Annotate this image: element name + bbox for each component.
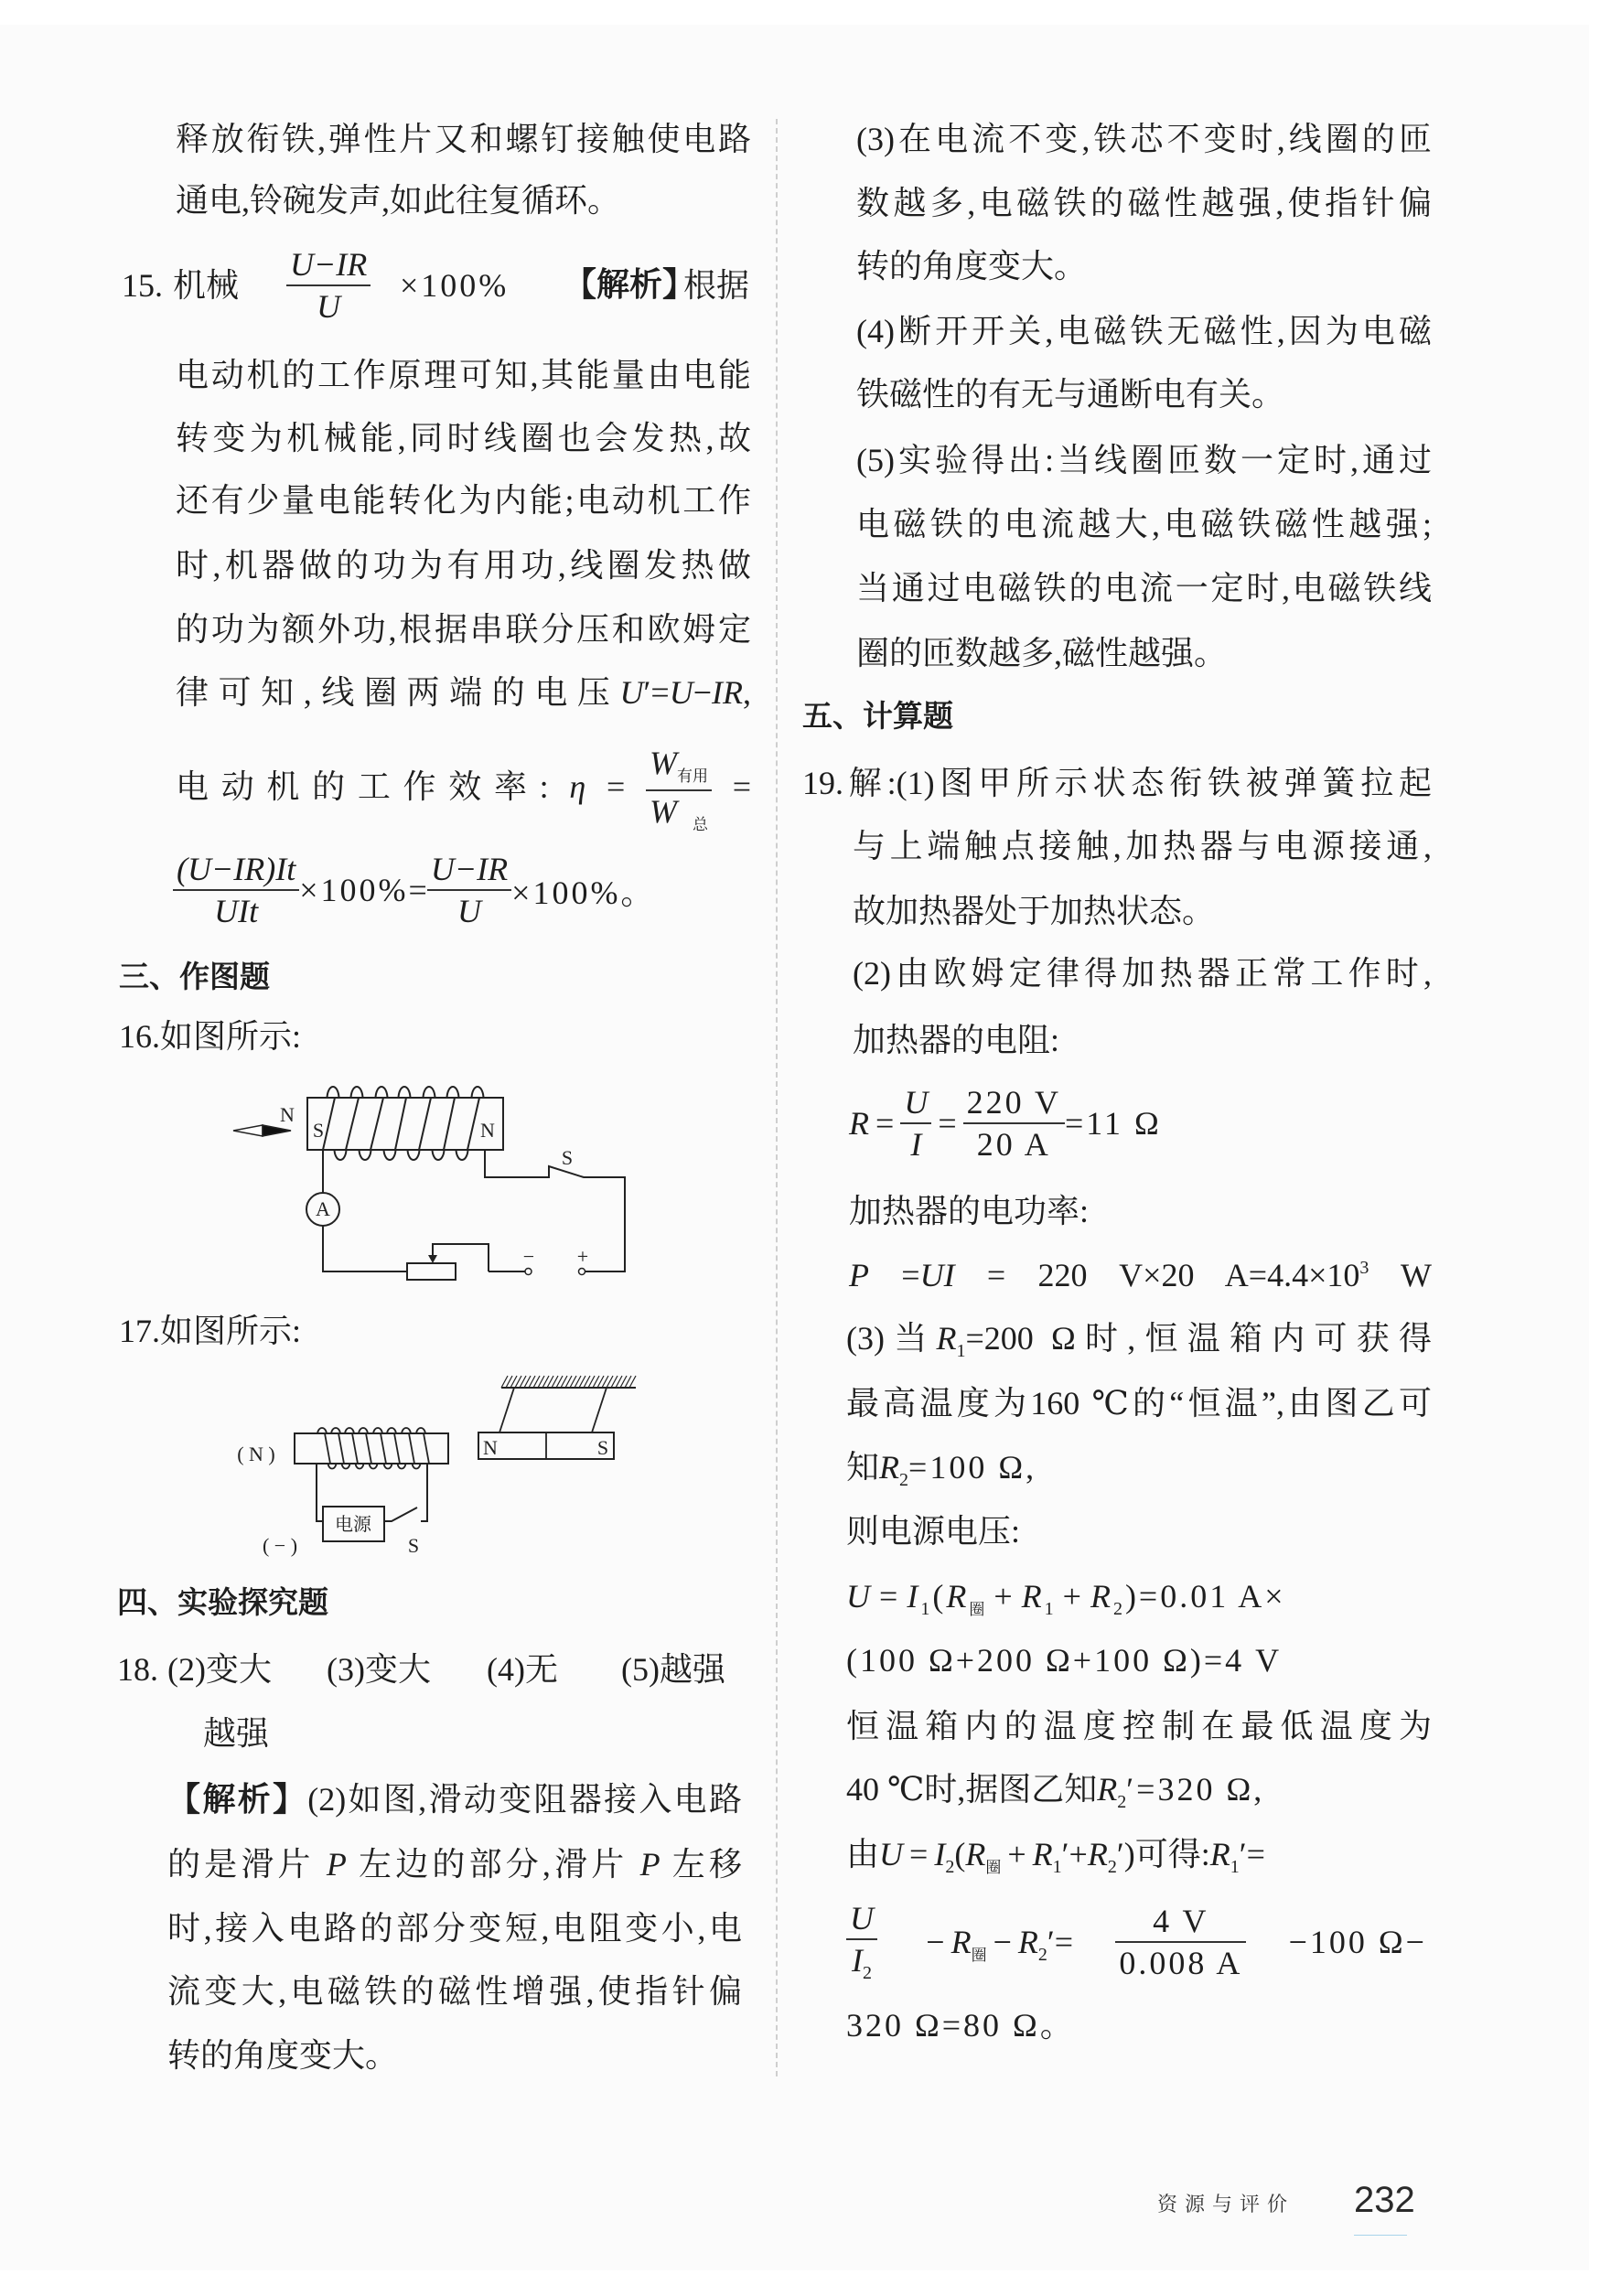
subscript: 2 bbox=[863, 1963, 872, 1983]
var-u: U bbox=[669, 674, 693, 711]
q16-electromagnet-circuit-diagram bbox=[220, 1070, 640, 1290]
text: 电动机的工作效率: bbox=[176, 768, 549, 805]
efficiency-fraction bbox=[646, 743, 712, 838]
core-right-pole-label: N bbox=[480, 1119, 495, 1142]
terminal-positive-label: + bbox=[576, 1245, 589, 1268]
voltage-formula bbox=[846, 1574, 1286, 1618]
q19-line: 与上端触点接触,加热器与电源接通, bbox=[853, 828, 1432, 864]
q19-line: 19.解:(1)图甲所示状态衔铁被弹簧拉起 bbox=[802, 765, 1432, 801]
answer-terminal-label: ( − ) bbox=[262, 1534, 298, 1557]
text: =100 Ω, bbox=[908, 1449, 1037, 1486]
var-r: R bbox=[1087, 1836, 1108, 1872]
q18-analysis-line: 转的角度变大。 bbox=[856, 248, 1088, 284]
numerator: 4 V bbox=[1153, 1903, 1209, 1939]
remaining-terms: −100 Ω− bbox=[1288, 1924, 1427, 1960]
q18-answer: (2)变大 bbox=[167, 1651, 272, 1688]
compass-north-label: N bbox=[280, 1103, 295, 1126]
var-r: R bbox=[936, 1320, 957, 1357]
q18-answer: (3)变大 bbox=[327, 1651, 431, 1688]
q18-analysis-line: 流变大,电磁铁的磁性增强,使指针偏 bbox=[167, 1973, 742, 2010]
var-p: P bbox=[639, 1846, 661, 1883]
denominator: U bbox=[286, 284, 371, 327]
q15-efficiency-line bbox=[176, 741, 751, 832]
q18-analysis-line: 圈的匝数越多,磁性越强。 bbox=[856, 635, 1228, 671]
q19-line: 故加热器处于加热状态。 bbox=[853, 893, 1216, 929]
comma: , bbox=[743, 674, 751, 711]
denominator: 0.008 A bbox=[1115, 1941, 1246, 1983]
q15-analysis-line: 的功为额外功,根据串联分压和欧姆定 bbox=[176, 611, 751, 648]
prime: ′ bbox=[643, 674, 651, 711]
voltage-label: 则电源电压: bbox=[846, 1513, 1021, 1550]
numerator: U−IR bbox=[430, 851, 509, 887]
calculation: = 220 V×20 A=4.4×10 bbox=[954, 1257, 1360, 1293]
q18-analysis-line: 转的角度变大。 bbox=[167, 2037, 399, 2074]
times-100-percent: ×100%。 bbox=[511, 874, 657, 911]
min-temp-line bbox=[846, 1767, 1264, 1811]
paren: ( bbox=[932, 1578, 947, 1615]
q15-answer-2-fraction bbox=[286, 244, 371, 327]
var-ui: UI bbox=[919, 1257, 955, 1293]
subscript: 1 bbox=[1230, 1857, 1240, 1877]
q18-analysis-line: 电磁铁的电流越大,电磁铁磁性越强; bbox=[856, 506, 1432, 542]
footer-book-title: 资源与评价 bbox=[1157, 2193, 1295, 2216]
var-r: R bbox=[1097, 1771, 1118, 1808]
plus: + bbox=[1062, 1578, 1084, 1615]
var-r: R bbox=[879, 1449, 900, 1486]
q15-answer-2-suffix: ×100% bbox=[400, 267, 510, 304]
page-number: 232 bbox=[1354, 2180, 1415, 2220]
min-temp-line: 恒温箱内的温度控制在最低温度为 bbox=[846, 1708, 1432, 1744]
minus: − bbox=[993, 1924, 1012, 1960]
terminal-positive bbox=[579, 1269, 585, 1275]
subscript: 1 bbox=[1044, 1599, 1057, 1619]
analysis-tag: 【解析】 bbox=[564, 266, 696, 304]
q18-answer-continued: 越强 bbox=[203, 1715, 270, 1752]
equals: = bbox=[606, 768, 626, 805]
page-number-underline bbox=[1354, 2235, 1407, 2236]
exponent: 3 bbox=[1359, 1258, 1369, 1278]
q18-analysis-line: 数越多,电磁铁的磁性越强,使指针偏 bbox=[856, 185, 1432, 221]
prime-equals: ′= bbox=[1239, 1836, 1265, 1872]
var-r: R bbox=[946, 1578, 970, 1615]
analysis-lead: 根据 bbox=[683, 267, 750, 304]
q15-number: 15. bbox=[122, 267, 163, 304]
minus: − bbox=[926, 1924, 945, 1960]
subscript: 2 bbox=[945, 1857, 955, 1877]
var-r: R bbox=[1021, 1578, 1045, 1615]
terminal-negative bbox=[525, 1269, 532, 1275]
section-4-title: 四、实验探究题 bbox=[117, 1584, 328, 1620]
denominator bbox=[646, 789, 712, 838]
q14-continuation-line: 通电,铃碗发声,如此往复循环。 bbox=[176, 182, 621, 219]
var-r: R bbox=[1209, 1836, 1230, 1872]
subscript: 2 bbox=[899, 1470, 909, 1490]
subscript: 1 bbox=[1052, 1857, 1062, 1877]
eta: η bbox=[569, 768, 586, 805]
q18-analysis-line: 当通过电磁铁的电流一定时,电磁铁线 bbox=[856, 570, 1432, 606]
denominator: 20 A bbox=[963, 1122, 1065, 1164]
final-result: 320 Ω=80 Ω。 bbox=[846, 2007, 1076, 2044]
solve-line bbox=[846, 1832, 1265, 1876]
equals: = bbox=[650, 674, 670, 711]
subscript: 1 bbox=[956, 1341, 966, 1361]
q15-analysis-line: 时,机器做的功为有用功,线圈发热做 bbox=[176, 547, 751, 584]
power-formula bbox=[849, 1253, 1432, 1297]
q19-line: (2)由欧姆定律得加热器正常工作时, bbox=[853, 955, 1432, 992]
circuit-wires bbox=[317, 1464, 427, 1521]
q19-part3-line: 最高温度为160 ℃的“恒温”,由图乙可 bbox=[846, 1385, 1432, 1422]
power-source-label: 电源 bbox=[335, 1515, 371, 1535]
var-u: U bbox=[879, 1836, 904, 1872]
equals: = bbox=[732, 768, 752, 805]
q18-answer: (4)无 bbox=[487, 1651, 558, 1688]
q15-answer-1: 机械 bbox=[173, 267, 240, 304]
var-r: R bbox=[1017, 1924, 1038, 1960]
denominator bbox=[846, 1938, 877, 1986]
column-divider bbox=[776, 119, 778, 2076]
slider-arrow-icon bbox=[428, 1255, 437, 1263]
q18-analysis-line bbox=[167, 1777, 742, 1821]
var-r: R bbox=[965, 1836, 986, 1872]
fraction bbox=[846, 1898, 877, 1986]
magnet-north-label: N bbox=[483, 1436, 498, 1459]
text: 由 bbox=[846, 1836, 880, 1872]
var-i: I bbox=[852, 1942, 863, 1979]
paren: ( bbox=[954, 1836, 966, 1872]
equals: = bbox=[408, 872, 427, 908]
q17-label: 17.如图所示: bbox=[119, 1313, 302, 1349]
q15-analysis-line: 电动机的工作原理可知,其能量由电能 bbox=[176, 357, 751, 393]
rheostat bbox=[407, 1263, 456, 1280]
var-w: W bbox=[650, 744, 677, 781]
ceiling-support bbox=[499, 1376, 636, 1432]
text: (2)如图,滑动变阻器接入电路 bbox=[307, 1781, 742, 1818]
var-w: W bbox=[650, 792, 677, 830]
analysis-tag: 【解析】 bbox=[167, 1781, 308, 1819]
voltage-result: (100 Ω+200 Ω+100 Ω)=4 V bbox=[846, 1642, 1283, 1679]
ratio-formula bbox=[846, 1896, 1427, 1988]
denominator: UIt bbox=[173, 889, 299, 931]
fraction bbox=[427, 849, 511, 931]
q18-analysis-line: (3)在电流不变,铁芯不变时,线圈的匝 bbox=[856, 121, 1432, 157]
core-left-pole-label: S bbox=[312, 1119, 325, 1142]
prime-plus: ′+ bbox=[1061, 1836, 1088, 1872]
q18-number: 18. bbox=[117, 1651, 158, 1688]
switch-label: S bbox=[561, 1146, 574, 1169]
q15-efficiency-result bbox=[173, 844, 656, 936]
var-i: I bbox=[907, 1578, 921, 1615]
subscript: 2 bbox=[1107, 1857, 1117, 1877]
minus: − bbox=[693, 674, 713, 711]
equals: = bbox=[869, 1257, 920, 1293]
var-r: R bbox=[950, 1924, 972, 1960]
text: 律可知,线圈两端的电压 bbox=[176, 674, 620, 711]
numerator: U bbox=[850, 1900, 874, 1937]
numerator bbox=[646, 743, 712, 789]
q15-voltage-line bbox=[176, 671, 751, 714]
subscript-useful: 有用 bbox=[677, 767, 708, 785]
section-3-title: 三、作图题 bbox=[119, 959, 270, 994]
subscript: 2 bbox=[1112, 1599, 1125, 1619]
text: 40 ℃时,据图乙知 bbox=[846, 1771, 1098, 1808]
var-r: R bbox=[1090, 1578, 1113, 1615]
answer-pole-label: ( N ) bbox=[237, 1443, 275, 1465]
text: 左边的部分,滑片 bbox=[346, 1846, 640, 1883]
q15-analysis-line: 还有少量电能转化为内能;电动机工作 bbox=[176, 482, 751, 519]
var-u: U bbox=[846, 1578, 873, 1615]
times-100-percent: ×100% bbox=[299, 872, 409, 908]
plus: + bbox=[993, 1578, 1015, 1615]
numerator: (U−IR)It bbox=[177, 851, 296, 887]
magnet-south-label: S bbox=[596, 1436, 609, 1459]
subscript-total: 总 bbox=[677, 815, 708, 833]
equals: = bbox=[938, 1105, 957, 1142]
denominator: I bbox=[900, 1122, 931, 1164]
q18-answer: (5)越强 bbox=[621, 1651, 725, 1688]
unit: W bbox=[1369, 1257, 1432, 1293]
q14-continuation-line: 释放衔铁,弹性片又和螺钉接触使电路 bbox=[176, 121, 751, 157]
var-p: P bbox=[326, 1846, 347, 1883]
q18-analysis-line bbox=[167, 1842, 742, 1886]
equals: = bbox=[909, 1836, 929, 1872]
q19-part3-line bbox=[846, 1316, 1432, 1360]
var-p: P bbox=[849, 1257, 869, 1293]
equals: = bbox=[875, 1105, 895, 1142]
subscript: 2 bbox=[1117, 1792, 1127, 1812]
equals: = bbox=[879, 1578, 901, 1615]
ammeter-label: A bbox=[316, 1197, 330, 1220]
prime-equals: ′= bbox=[1047, 1924, 1074, 1960]
power-label: 加热器的电功率: bbox=[849, 1193, 1090, 1229]
text: ′)可得: bbox=[1116, 1836, 1210, 1872]
fraction bbox=[173, 849, 299, 931]
fraction bbox=[963, 1082, 1065, 1164]
denominator: U bbox=[427, 889, 511, 931]
compass-needle-icon bbox=[233, 1125, 291, 1136]
text: 左移 bbox=[660, 1846, 742, 1883]
result: )=0.01 A× bbox=[1124, 1578, 1286, 1615]
terminal-negative-label: − bbox=[522, 1245, 535, 1268]
var-r: R bbox=[1032, 1836, 1053, 1872]
q18-analysis-line: 时,接入电路的部分变短,电阻变小,电 bbox=[167, 1910, 742, 1947]
var-i: I bbox=[934, 1836, 946, 1872]
text: ′=320 Ω, bbox=[1126, 1771, 1265, 1808]
subscript: 2 bbox=[1037, 1945, 1047, 1965]
fraction bbox=[900, 1082, 931, 1164]
subtraction-terms bbox=[919, 1923, 1074, 1965]
subscript-coil: 圈 bbox=[985, 1859, 1002, 1876]
text: 知 bbox=[846, 1449, 880, 1486]
var-ir: IR bbox=[712, 674, 743, 711]
fraction bbox=[1115, 1901, 1246, 1983]
q16-label: 16.如图所示: bbox=[119, 1018, 302, 1055]
var-r: R bbox=[849, 1105, 869, 1142]
numerator: U−IR bbox=[290, 246, 368, 283]
numerator: 220 V bbox=[966, 1084, 1061, 1121]
text: (3)当 bbox=[846, 1320, 937, 1357]
q17-electromagnet-magnet-diagram bbox=[210, 1363, 650, 1564]
q18-analysis-line: 铁磁性的有无与通断电有关。 bbox=[856, 376, 1285, 413]
q15-analysis-line: 转变为机械能,同时线圈也会发热,故 bbox=[176, 420, 751, 456]
text: 的是滑片 bbox=[167, 1846, 327, 1883]
var-u: U bbox=[619, 674, 644, 711]
text: =200 Ω时,恒温箱内可获得 bbox=[965, 1320, 1433, 1357]
q19-part3-line bbox=[846, 1445, 1036, 1489]
result: =11 Ω bbox=[1064, 1105, 1162, 1142]
q18-analysis-line: (5)实验得出:当线圈匝数一定时,通过 bbox=[856, 442, 1432, 478]
resistance-formula bbox=[849, 1078, 1162, 1169]
plus: + bbox=[1007, 1836, 1026, 1872]
q18-analysis-line: (4)断开开关,电磁铁无磁性,因为电磁 bbox=[856, 313, 1432, 349]
section-5-title: 五、计算题 bbox=[802, 698, 953, 734]
switch-label: S bbox=[407, 1534, 420, 1557]
subscript-coil: 圈 bbox=[971, 1947, 987, 1964]
numerator: U bbox=[904, 1084, 929, 1121]
subscript: 1 bbox=[920, 1599, 933, 1619]
q19-line: 加热器的电阻: bbox=[853, 1022, 1060, 1058]
subscript-coil: 圈 bbox=[969, 1601, 988, 1618]
